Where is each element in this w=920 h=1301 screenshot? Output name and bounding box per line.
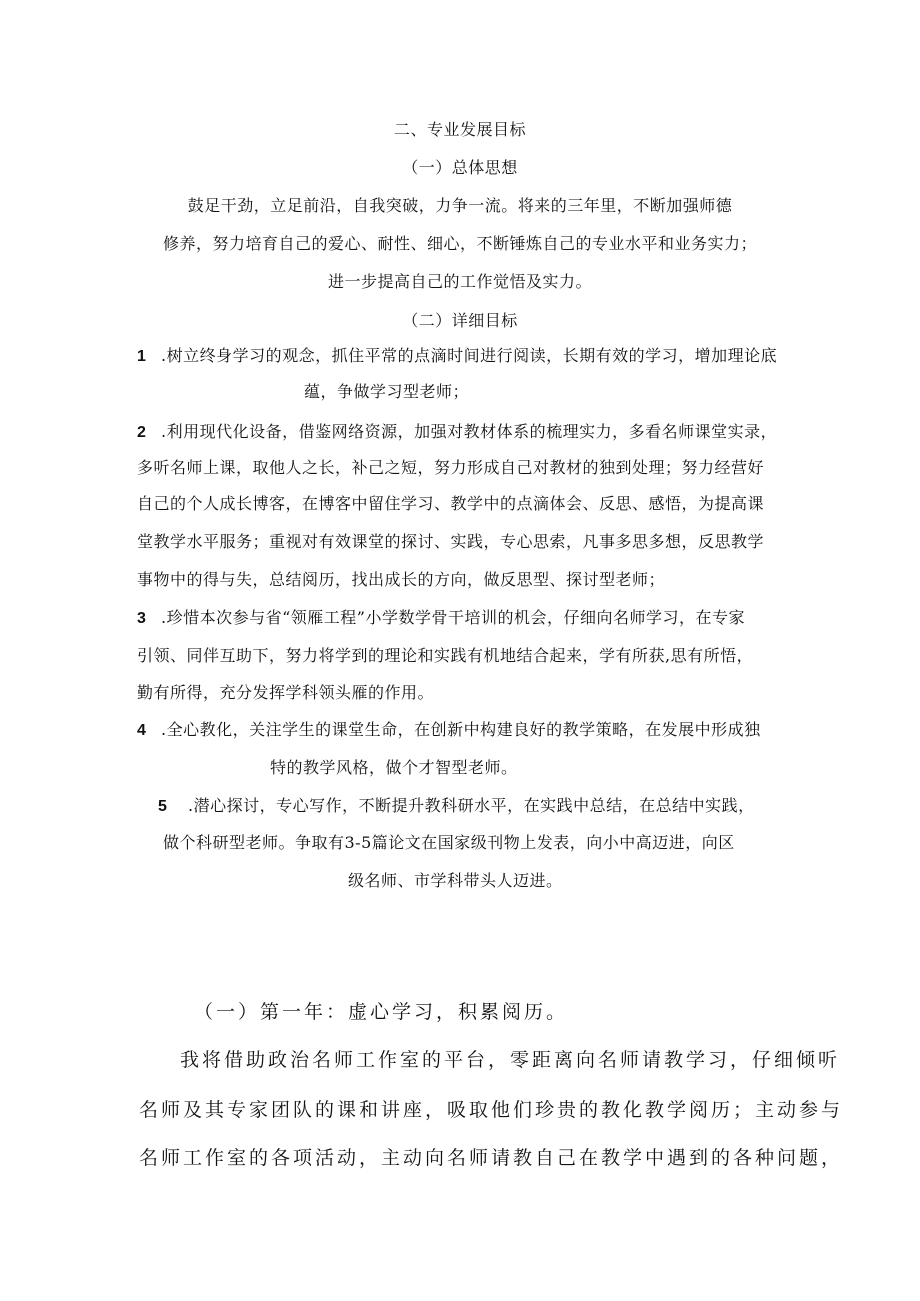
item-number: 2 <box>137 424 147 441</box>
list-item <box>137 608 745 629</box>
section-title: 二、专业发展目标 <box>393 120 526 139</box>
item-text: 特的教学风格，做个才智型老师。 <box>270 758 518 777</box>
item-text: .潜心探讨，专心写作，不断提升教科研水平，在实践中总结，在总结中实践， <box>188 796 755 815</box>
item-text: .全心教化，关注学生的课堂生命，在创新中构建良好的教学策略，在发展中形成独 <box>161 720 761 739</box>
item-number: 3 <box>137 610 147 627</box>
list-item <box>137 720 761 741</box>
item-text: 多听名师上课，取他人之长，补己之短，努力形成自己对教材的独到处理；努力经营好 <box>137 458 765 477</box>
overall-heading: （一）总体思想 <box>402 158 518 177</box>
item-number: 4 <box>137 722 147 739</box>
list-item <box>137 422 777 443</box>
item-text: 自己的个人成长博客，在博客中留住学习、教学中的点滴体会、反思、感悟，为提高课 <box>137 494 765 513</box>
item-text: .珍惜本次参与省“领雁工程”小学数学骨干培训的机会，仔细向名师学习，在专家 <box>161 608 745 627</box>
item-number: 1 <box>137 348 147 365</box>
year-one-line: 名师工作室的各项活动，主动向名师请教自己在教学中遇到的各种问题， <box>139 1147 844 1169</box>
item-number: 5 <box>158 798 168 815</box>
item-text: 引领、同伴互助下，努力将学到的理论和实践有机地结合起来，学有所获,思有所悟， <box>137 646 754 665</box>
list-item <box>158 796 755 817</box>
item-text: 级名师、市学科带头人迈进。 <box>348 871 563 890</box>
detailed-heading: （二）详细目标 <box>402 311 518 330</box>
item-text: 事物中的得与失，总结阅历，找出成长的方向，做反思型、探讨型老师； <box>137 570 666 589</box>
year-one-line: 我将借助政治名师工作室的平台，零距离向名师请教学习，仔细倾听 <box>180 1049 841 1071</box>
item-text: 做个科研型老师。争取有3-5篇论文在国家级刊物上发表，向小中高迈进，向区 <box>163 833 735 852</box>
list-item <box>137 346 777 367</box>
overall-line: 鼓足干劲，立足前沿，自我突破，力争一流。将来的三年里，不断加强师德 <box>187 196 733 215</box>
overall-line: 修养，努力培育自己的爱心、耐性、细心，不断锤炼自己的专业水平和业务实力； <box>162 234 757 253</box>
overall-line: 进一步提高自己的工作觉悟及实力。 <box>327 272 592 291</box>
item-text: 蕴，争做学习型老师； <box>304 382 470 401</box>
year-one-heading: （一）第一年：虚心学习，积累阅历。 <box>194 1001 569 1023</box>
item-text: 堂教学水平服务；重视对有效课堂的探讨、实践，专心思索，凡事多思多想，反思教学 <box>137 532 765 551</box>
item-text: .树立终身学习的观念，抓住平常的点滴时间进行阅读，长期有效的学习，增加理论底 <box>161 346 778 365</box>
item-text: 勤有所得，充分发挥学科领头雁的作用。 <box>137 683 435 702</box>
item-text: .利用现代化设备，借鉴网络资源，加强对教材体系的梳理实力，多看名师课堂实录， <box>161 422 778 441</box>
year-one-line: 名师及其专家团队的课和讲座，吸取他们珍贵的教化教学阅历；主动参与 <box>139 1099 844 1121</box>
